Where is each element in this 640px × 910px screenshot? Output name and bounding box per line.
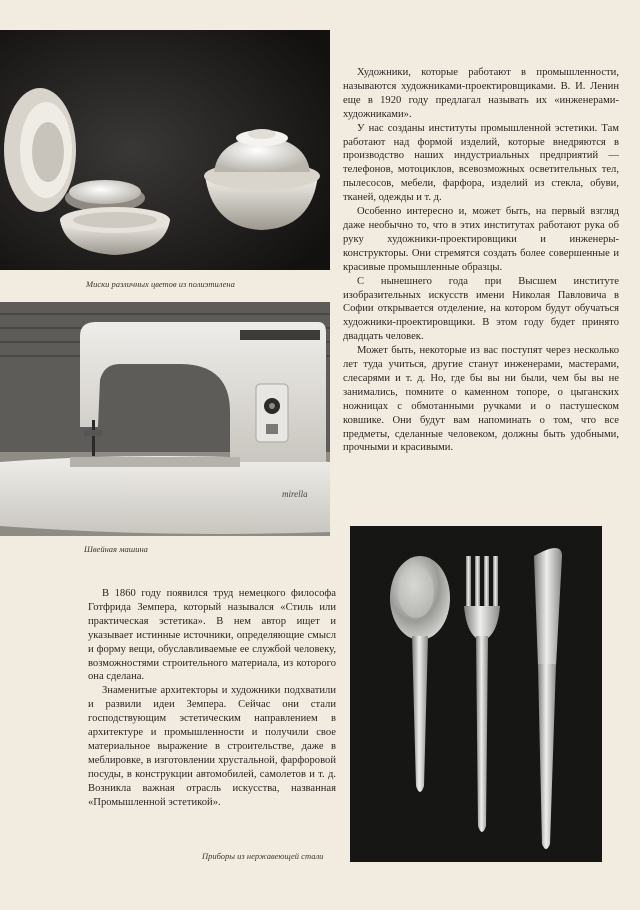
paragraph: У нас созданы институты промышленной эстетики. Там работают над формой изделий, которые внедряются в производство наших индустриальных предприятий — телефонов, мотоциклов, всевозможных осветительных тел, пылесосов, мебели, фарфора, изделий из стекла, обуви, тканей, одежды и т. д. [343,122,619,204]
sewing-machine-photo [0,302,330,536]
machine-brand-text: mirella [282,489,308,499]
cutlery-photo [350,526,602,862]
bowls-illustration [0,30,330,270]
paragraph: В 1860 году появился труд немецкого философа Готфрида Земпера, который назывался «Стиль или практическая эстетика». В нем автор ищет и указывает истинные источники, определяющие смысл и форму вещи, обуславливаемые ее службой человеку, возможностями строительного материала, из которого она сделана. [88,588,336,683]
paragraph: Может быть, некоторые из вас поступят через несколько лет туда учиться, другие станут инженерами, мастерами, слесарями и т. д. Но, где бы вы ни были, чем бы вы не занимались, помните о каменном топоре, о цыганских ножницах с обмотанными ручками и о пастушеском ковшике. Они будут вам напоминать о том, что все предметы, сделанные человеком, должны быть удобными, прочными и красивыми. [343,345,619,454]
paragraph: Художники, которые работают в промышленности, называются художниками-проектировщиками. В. И. Ленин еще в 1920 году предлагал называть их «инженерами-художниками». [343,67,619,120]
sewing-machine-illustration [0,302,330,536]
right-text-column [343,66,619,455]
left-text-column [88,587,336,810]
sewing-machine-caption: Швейная машина [84,544,148,554]
cutlery-illustration [350,526,602,862]
paragraph: С нынешнего года при Высшем институте изобразительных искусств имени Николая Павловича в Софии открывается отделение, на котором будут обучаться художники-проектировщики. В этом году будет принято двадцать человек. [343,275,619,343]
bowls-photo [0,30,330,270]
bowls-caption: Миски различных цветов из полиэтилена [86,279,235,289]
paragraph: Знаменитые архитекторы и художники подхватили и развили идеи Земпера. Сейчас они стали господствующим эстетическим направлением в архитектуре и промышленности и получили свое материальное выражение в строительстве, даже в меблировке, в изготовлении хрустальной, фарфоровой посуды, в конструкции автомобилей, самолетов и т. д. Возникла важная отрасль искусства, названная «Промышленной эстетикой». [88,685,336,808]
cutlery-caption: Приборы из нержавеющей стали [202,851,324,861]
paragraph: Особенно интересно и, может быть, на первый взгляд даже необычно то, что в этих институтах работают рука об руку художники-проектировщики и инженеры-конструкторы. Они стремятся создать более совершенные и красивые промышленные образцы. [343,206,619,273]
